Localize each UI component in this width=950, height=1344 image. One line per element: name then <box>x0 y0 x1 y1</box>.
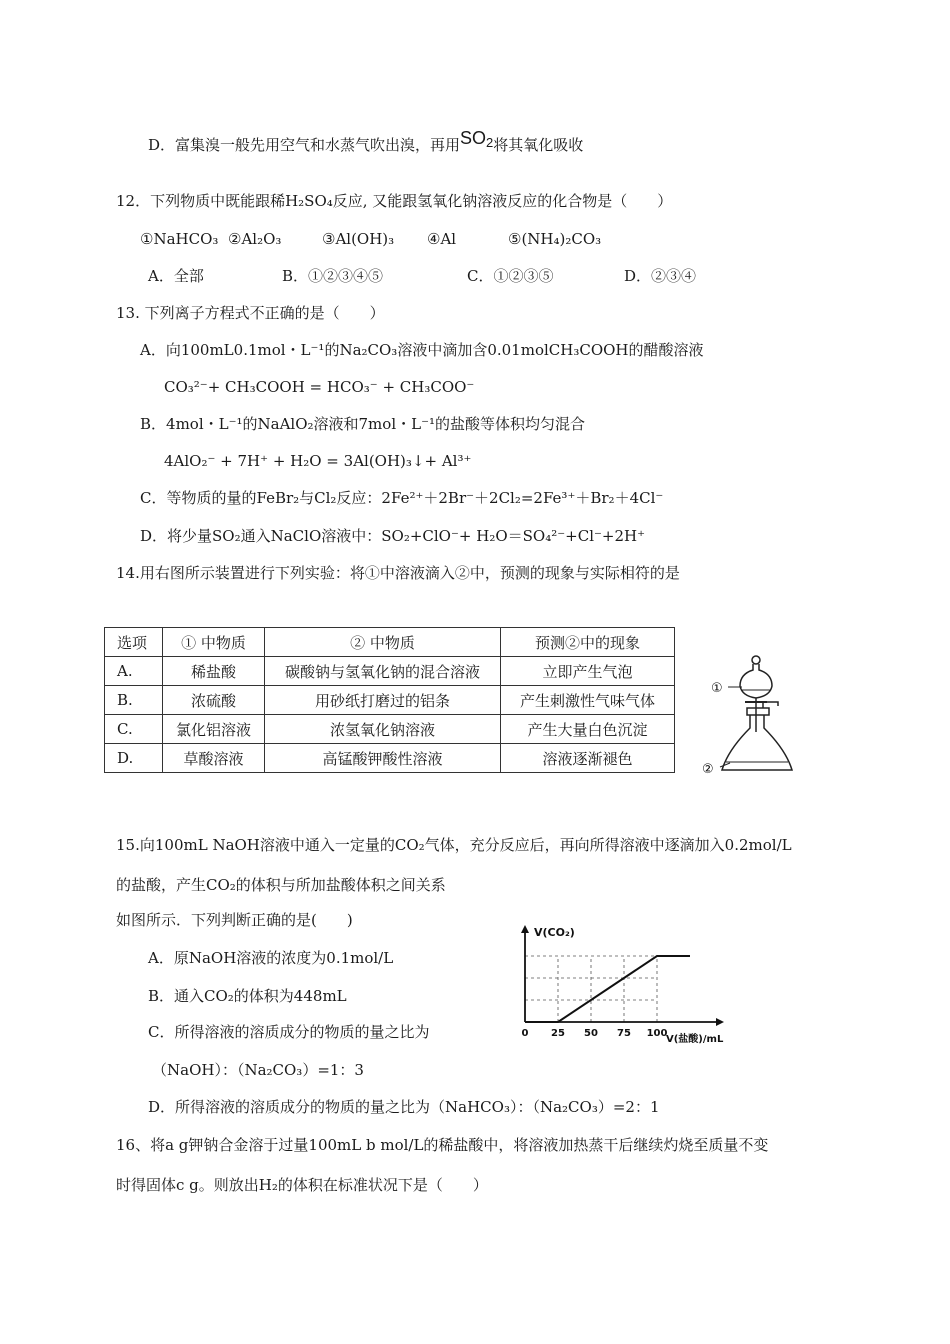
table-row <box>105 657 675 686</box>
q11-option-d: D．富集溴一般先用空气和水蒸气吹出溴，再用SO2将其氧化吸收 <box>148 128 584 154</box>
table-row <box>105 715 675 744</box>
table-cell: A. <box>105 657 163 686</box>
q12-item: ①NaHCO₃ <box>140 230 219 248</box>
q13-option-b-equation: 4AlO₂⁻ + 7H⁺ + H₂O = 3Al(OH)₃↓+ Al³⁺ <box>164 452 472 470</box>
co2-volume-chart <box>510 920 760 1048</box>
table-header-row <box>105 628 675 657</box>
q15-option-d: D．所得溶液的溶质成分的物质的量之比为（NaHCO₃）：（Na₂CO₃）=2：1 <box>148 1098 660 1116</box>
q12-item: ④Al <box>427 230 457 248</box>
table-cell: 浓氢氧化钠溶液 <box>265 715 501 744</box>
table-cell: 草酸溶液 <box>163 744 265 773</box>
co2-series-line <box>525 956 690 1022</box>
flask-stopper <box>747 708 769 715</box>
label-2: ② <box>702 762 714 777</box>
q12-item: ③Al(OH)₃ <box>322 230 395 248</box>
experiment-table <box>104 627 675 773</box>
q12-option-d: D．②③④ <box>624 267 697 285</box>
table-cell: 产生大量白色沉淀 <box>501 715 675 744</box>
q15-stem: 15.向100mL NaOH溶液中通入一定量的CO₂气体，充分反应后，再向所得溶液中逐滴加入0.2mol/L <box>116 836 792 854</box>
y-axis-arrow <box>521 925 529 933</box>
funnel-stopper <box>752 656 760 664</box>
x-tick-label: 75 <box>617 1028 631 1039</box>
table-cell: C. <box>105 715 163 744</box>
table-cell: 高锰酸钾酸性溶液 <box>265 744 501 773</box>
q13-option-c: C．等物质的量的FeBr₂与Cl₂反应：2Fe²⁺＋2Br⁻＋2Cl₂=2Fe³⁺＋Br₂＋4Cl⁻ <box>140 489 664 507</box>
q13-stem: 13. 下列离子方程式不正确的是（ ） <box>116 304 385 322</box>
table-cell: 氯化铝溶液 <box>163 715 265 744</box>
q15-option-c-ratio: （NaOH）：（Na₂CO₃）=1：3 <box>152 1061 364 1079</box>
table-row <box>105 686 675 715</box>
q16-stem: 16、将a g钾钠合金溶于过量100mL b mol/L的稀盐酸中，将溶液加热蒸干后继续灼烧至质量不变 <box>116 1136 769 1154</box>
x-tick-labels <box>522 1028 668 1039</box>
table-header: ② 中物质 <box>265 628 501 657</box>
q15-option-b: B．通入CO₂的体积为448mL <box>148 987 347 1005</box>
table-cell: 浓硫酸 <box>163 686 265 715</box>
chart-grid <box>525 956 657 1022</box>
table-cell: 用砂纸打磨过的铝条 <box>265 686 501 715</box>
q15-option-a: A．原NaOH溶液的浓度为0.1mol/L <box>148 949 394 967</box>
q12-item: ②Al₂O₃ <box>228 230 282 248</box>
separatory-funnel <box>740 664 772 698</box>
x-axis-label: V(盐酸)/mL <box>666 1034 724 1045</box>
q12-stem: 12．下列物质中既能跟稀H₂SO₄反应, 又能跟氢氧化钠溶液反应的化合物是（ ） <box>116 192 673 210</box>
x-tick-label: 50 <box>584 1028 598 1039</box>
x-tick-label: 0 <box>521 1028 529 1039</box>
q15-stem-line3: 如图所示．下列判断正确的是( ) <box>116 911 353 929</box>
table-cell: 溶液逐渐褪色 <box>501 744 675 773</box>
q13-option-b: B．4mol・L⁻¹的NaAlO₂溶液和7mol・L⁻¹的盐酸等体积均匀混合 <box>140 415 586 433</box>
table-cell: 碳酸钠与氢氧化钠的混合溶液 <box>265 657 501 686</box>
q13-option-a: A．向100mL0.1mol・L⁻¹的Na₂CO₃溶液中滴加含0.01molCH₃COOH的醋酸溶液 <box>140 341 704 359</box>
x-tick-label: 25 <box>551 1028 565 1039</box>
q12-option-b: B．①②③④⑤ <box>282 267 384 285</box>
apparatus-diagram <box>698 650 818 780</box>
table-header: 选项 <box>105 628 163 657</box>
q12-option-c: C．①②③⑤ <box>467 267 554 285</box>
q15-option-c: C．所得溶液的溶质成分的物质的量之比为 <box>148 1023 430 1041</box>
table-row <box>105 744 675 773</box>
table-cell: D. <box>105 744 163 773</box>
table-header: ① 中物质 <box>163 628 265 657</box>
label-1: ① <box>711 681 723 696</box>
table-cell: 产生刺激性气味气体 <box>501 686 675 715</box>
q16-stem-line2: 时得固体c g。则放出H₂的体积在标准状况下是（ ） <box>116 1176 488 1194</box>
table-cell: 稀盐酸 <box>163 657 265 686</box>
q12-item: ⑤(NH₄)₂CO₃ <box>508 230 602 248</box>
table-header: 预测②中的现象 <box>501 628 675 657</box>
q13-option-d: D．将少量SO₂通入NaClO溶液中：SO₂+ClO⁻+ H₂O＝SO₄²⁻+Cl⁻+2H⁺ <box>140 527 646 545</box>
q15-stem-line2: 的盐酸，产生CO₂的体积与所加盐酸体积之间关系 <box>116 876 446 894</box>
q14-stem: 14.用右图所示装置进行下列实验：将①中溶液滴入②中，预测的现象与实际相符的是 <box>116 564 680 582</box>
table-cell: B. <box>105 686 163 715</box>
q13-option-a-equation: CO₃²⁻+ CH₃COOH = HCO₃⁻ + CH₃COO⁻ <box>164 378 475 396</box>
x-tick-label: 100 <box>646 1028 668 1039</box>
q12-option-a: A．全部 <box>148 267 204 285</box>
y-axis-label: V(CO₂) <box>534 926 575 939</box>
x-axis-arrow <box>716 1018 724 1026</box>
table-cell: 立即产生气泡 <box>501 657 675 686</box>
